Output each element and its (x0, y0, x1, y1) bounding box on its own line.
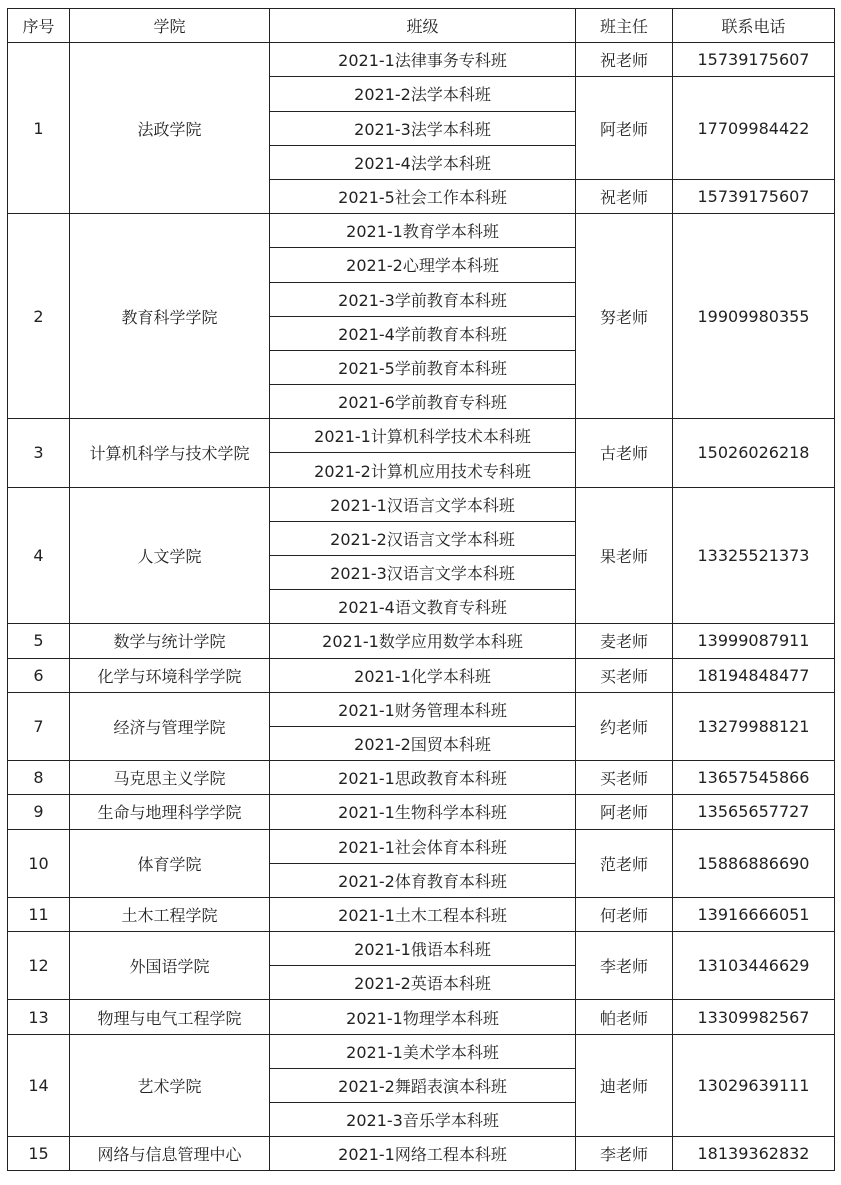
college-name: 生命与地理科学学院 (70, 795, 270, 829)
phone-number: 13657545866 (673, 761, 835, 795)
row-index: 6 (8, 658, 70, 692)
class-name: 2021-4学前教育本科班 (270, 316, 576, 350)
college-name: 物理与电气工程学院 (70, 1000, 270, 1034)
phone-number: 13916666051 (673, 897, 835, 931)
teacher-name: 祝老师 (576, 179, 673, 213)
row-index: 11 (8, 897, 70, 931)
header-row (8, 9, 835, 43)
class-name: 2021-3汉语言文学本科班 (270, 556, 576, 590)
teacher-name: 范老师 (576, 829, 673, 897)
class-name: 2021-5学前教育本科班 (270, 350, 576, 384)
teacher-name: 何老师 (576, 897, 673, 931)
teacher-name: 迪老师 (576, 1034, 673, 1137)
table-row (8, 1000, 835, 1034)
table-row (8, 692, 835, 726)
teacher-name: 李老师 (576, 1137, 673, 1171)
teacher-name: 约老师 (576, 692, 673, 760)
table-body (8, 43, 835, 1171)
teacher-name: 古老师 (576, 419, 673, 487)
class-name: 2021-4语文教育专科班 (270, 590, 576, 624)
header-teacher: 班主任 (576, 9, 673, 43)
class-name: 2021-1网络工程本科班 (270, 1137, 576, 1171)
row-index: 9 (8, 795, 70, 829)
table-row (8, 419, 835, 453)
phone-number: 18139362832 (673, 1137, 835, 1171)
table-row (8, 1137, 835, 1171)
class-name: 2021-1教育学本科班 (270, 214, 576, 248)
class-name: 2021-2心理学本科班 (270, 248, 576, 282)
table-row (8, 487, 835, 521)
college-name: 外国语学院 (70, 932, 270, 1000)
phone-number: 15739175607 (673, 43, 835, 77)
college-name: 计算机科学与技术学院 (70, 419, 270, 487)
phone-number: 17709984422 (673, 77, 835, 180)
college-name: 化学与环境科学学院 (70, 658, 270, 692)
college-name: 马克思主义学院 (70, 761, 270, 795)
header-phone: 联系电话 (673, 9, 835, 43)
class-name: 2021-1物理学本科班 (270, 1000, 576, 1034)
phone-number: 15026026218 (673, 419, 835, 487)
class-name: 2021-2国贸本科班 (270, 726, 576, 760)
table-row (8, 932, 835, 966)
teacher-name: 麦老师 (576, 624, 673, 658)
row-index: 13 (8, 1000, 70, 1034)
class-name: 2021-2计算机应用技术专科班 (270, 453, 576, 487)
row-index: 7 (8, 692, 70, 760)
class-name: 2021-1生物科学本科班 (270, 795, 576, 829)
class-name: 2021-1社会体育本科班 (270, 829, 576, 863)
class-name: 2021-1美术学本科班 (270, 1034, 576, 1068)
phone-number: 15886886690 (673, 829, 835, 897)
college-name: 教育科学学院 (70, 214, 270, 419)
class-name: 2021-1数学应用数学本科班 (270, 624, 576, 658)
class-name: 2021-2法学本科班 (270, 77, 576, 111)
phone-number: 15739175607 (673, 179, 835, 213)
row-index: 14 (8, 1034, 70, 1137)
row-index: 4 (8, 487, 70, 624)
teacher-name: 努老师 (576, 214, 673, 419)
class-name: 2021-3法学本科班 (270, 111, 576, 145)
teacher-name: 李老师 (576, 932, 673, 1000)
header-class: 班级 (270, 9, 576, 43)
teacher-name: 果老师 (576, 487, 673, 624)
table-row (8, 658, 835, 692)
table-row (8, 795, 835, 829)
phone-number: 18194848477 (673, 658, 835, 692)
class-name: 2021-3学前教育本科班 (270, 282, 576, 316)
header-college: 学院 (70, 9, 270, 43)
class-name: 2021-5社会工作本科班 (270, 179, 576, 213)
phone-number: 13029639111 (673, 1034, 835, 1137)
class-name: 2021-2汉语言文学本科班 (270, 521, 576, 555)
class-name: 2021-1土木工程本科班 (270, 897, 576, 931)
class-name: 2021-1思政教育本科班 (270, 761, 576, 795)
college-name: 经济与管理学院 (70, 692, 270, 760)
class-name: 2021-2舞蹈表演本科班 (270, 1068, 576, 1102)
row-index: 15 (8, 1137, 70, 1171)
phone-number: 13309982567 (673, 1000, 835, 1034)
college-name: 网络与信息管理中心 (70, 1137, 270, 1171)
table-row (8, 214, 835, 248)
teacher-name: 阿老师 (576, 77, 673, 180)
class-name: 2021-6学前教育专科班 (270, 385, 576, 419)
table-row (8, 829, 835, 863)
row-index: 2 (8, 214, 70, 419)
college-name: 体育学院 (70, 829, 270, 897)
class-roster-table (7, 8, 835, 1171)
phone-number: 13103446629 (673, 932, 835, 1000)
class-name: 2021-1法律事务专科班 (270, 43, 576, 77)
class-name: 2021-1财务管理本科班 (270, 692, 576, 726)
class-name: 2021-1俄语本科班 (270, 932, 576, 966)
table-row (8, 43, 835, 77)
table-header (8, 9, 835, 43)
row-index: 12 (8, 932, 70, 1000)
table-row (8, 897, 835, 931)
table-row (8, 1034, 835, 1068)
teacher-name: 阿老师 (576, 795, 673, 829)
phone-number: 13999087911 (673, 624, 835, 658)
teacher-name: 帕老师 (576, 1000, 673, 1034)
college-name: 艺术学院 (70, 1034, 270, 1137)
class-name: 2021-1计算机科学技术本科班 (270, 419, 576, 453)
teacher-name: 买老师 (576, 658, 673, 692)
teacher-name: 祝老师 (576, 43, 673, 77)
row-index: 3 (8, 419, 70, 487)
class-name: 2021-2体育教育本科班 (270, 863, 576, 897)
class-name: 2021-1化学本科班 (270, 658, 576, 692)
table-row (8, 761, 835, 795)
row-index: 5 (8, 624, 70, 658)
row-index: 10 (8, 829, 70, 897)
class-name: 2021-2英语本科班 (270, 966, 576, 1000)
class-name: 2021-4法学本科班 (270, 145, 576, 179)
row-index: 1 (8, 43, 70, 214)
phone-number: 19909980355 (673, 214, 835, 419)
row-index: 8 (8, 761, 70, 795)
phone-number: 13325521373 (673, 487, 835, 624)
college-name: 法政学院 (70, 43, 270, 214)
teacher-name: 买老师 (576, 761, 673, 795)
table-row (8, 624, 835, 658)
phone-number: 13279988121 (673, 692, 835, 760)
header-index: 序号 (8, 9, 70, 43)
phone-number: 13565657727 (673, 795, 835, 829)
college-name: 数学与统计学院 (70, 624, 270, 658)
class-name: 2021-1汉语言文学本科班 (270, 487, 576, 521)
class-name: 2021-3音乐学本科班 (270, 1103, 576, 1137)
college-name: 人文学院 (70, 487, 270, 624)
college-name: 土木工程学院 (70, 897, 270, 931)
